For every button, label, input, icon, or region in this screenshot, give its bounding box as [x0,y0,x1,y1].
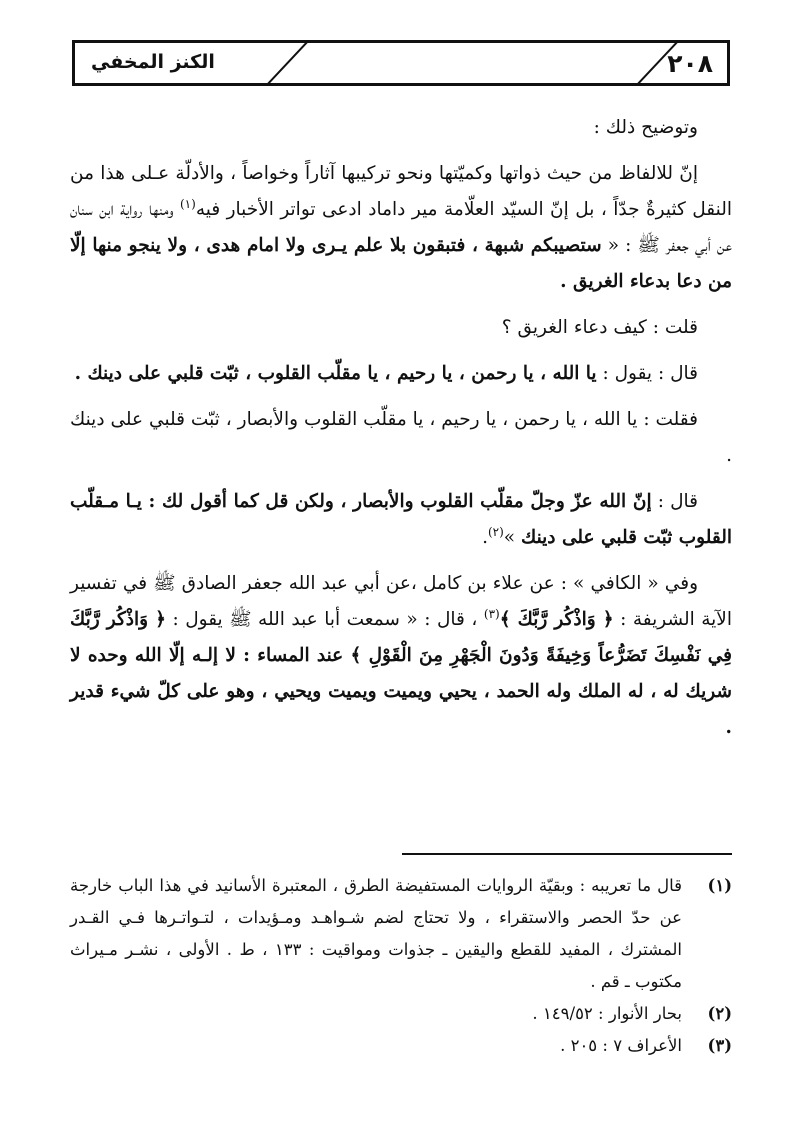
paragraph-repeat: فقلت : يا الله ، يا رحمن ، يا رحيم ، يا مقلّب القلوب والأبصار ، ثبّت قلبي على دينك . [70,409,732,466]
footnote-ref-3: (٣) [483,606,500,621]
footnote-3 [70,1030,732,1062]
kafi-narration: ، قال : « سمعت أبا عبد الله ﷺ يقول : [165,609,484,630]
footnote-number: (٣) [707,1036,732,1055]
footnote-text: قال ما تعريبه : وبقيّة الروايات المستفيضة الطرق ، المعتبرة الأسانيد في هذا الباب خارجة عن حدّ الحصر والاستقراء ، ولا تحتاج لضم شـواهـد ومـؤيدات ، لتـواتـرها فـي القـدر المشترك ، المفيد للقطع واليقين ـ جذوات ومواقيت : ١٣٣ ، ط . الأولى ، نشـر مـيراث مكتوب ـ قم . [70,876,683,991]
answer-intro: قال : يقول : [596,363,698,384]
main-text [70,110,732,746]
page-header [72,40,730,86]
verse-short: ﴿ وَاذْكُر رَّبَّكَ ﴾ [499,609,614,630]
period: . [482,527,488,548]
footnote-separator [402,853,732,855]
footnote-2 [70,998,732,1030]
footnote-1 [70,870,732,998]
kafi-intro: وفي « الكافي » : عن علاء بن كامل ،عن أبي عبد الله جعفر الصادق ﷺ في تفسير الآية الشريفة : [70,573,732,630]
paragraph-correction [70,484,732,556]
correction-quote: إنّ الله عزّ وجلّ مقلّب القلوب والأبصار ، ولكن قل كما أقول لك : يـا مـقلّب القلوب ثبّت قلبي على دينك [70,491,732,548]
footnotes [70,870,732,1062]
narration-source: ومنها رواية ابن سنان عن أبي جعفر ﷺ : « [70,199,732,256]
footnote-text: بحار الأنوار : ١٤٩/٥٢ . [532,1004,682,1023]
verse-full: ﴿ وَاذْكُر رَّبَّكَ فِي نَفْسِكَ تَضَرُّعاً وَخِيفَةً وَدُونَ الْجَهْرِ مِنَ الْقَوْلِ ﴾ [70,609,732,666]
quote-close: » [503,527,521,548]
running-title: الكنز المخفي [91,51,215,73]
page-number: ٢٠٨ [667,49,713,78]
answer-supplication: يا الله ، يا رحمن ، يا رحيم ، يا مقلّب القلوب ، ثبّت قلبي على دينك . [74,363,597,384]
narration-quote: ستصيبكم شبهة ، فتبقون بلا علم يـرى ولا امام هدى ، ولا ينجو منها إلّا من دعا بدعاء الغريق . [70,235,732,292]
footnote-number: (٢) [707,1004,732,1023]
footnote-text: الأعراف ٧ : ٢٠٥ . [560,1036,682,1055]
footnote-ref-1: (١) [179,196,196,211]
evening-supplication: عند المساء : لا إلـه إلّا الله وحده لا شريك له ، له الملك وله الحمد ، يحيي ويميت ويميت ويحيي ، وهو على كلّ شيء قدير . [70,645,732,738]
correction-intro: قال : [651,491,698,512]
paragraph-answer [70,356,732,392]
paragraph-intro: وتوضيح ذلك : [593,117,698,138]
paragraph-question: قلت : كيف دعاء الغريق ؟ [501,317,698,338]
paragraph-narration-1 [70,156,732,300]
footnote-ref-2: (٢) [487,524,504,539]
narration-text: إنّ للالفاظ من حيث ذواتها وكميّتها ونحو تركيبها آثاراً وخواصاً ، والأدلّة عـلى هذا من النقل كثيرةٌ جدّاً ، بل إنّ السيّد العلّامة مير داماد ادعى تواتر الأخبار فيه [70,163,733,220]
footnote-number: (١) [707,876,732,895]
paragraph-kafi [70,566,732,746]
